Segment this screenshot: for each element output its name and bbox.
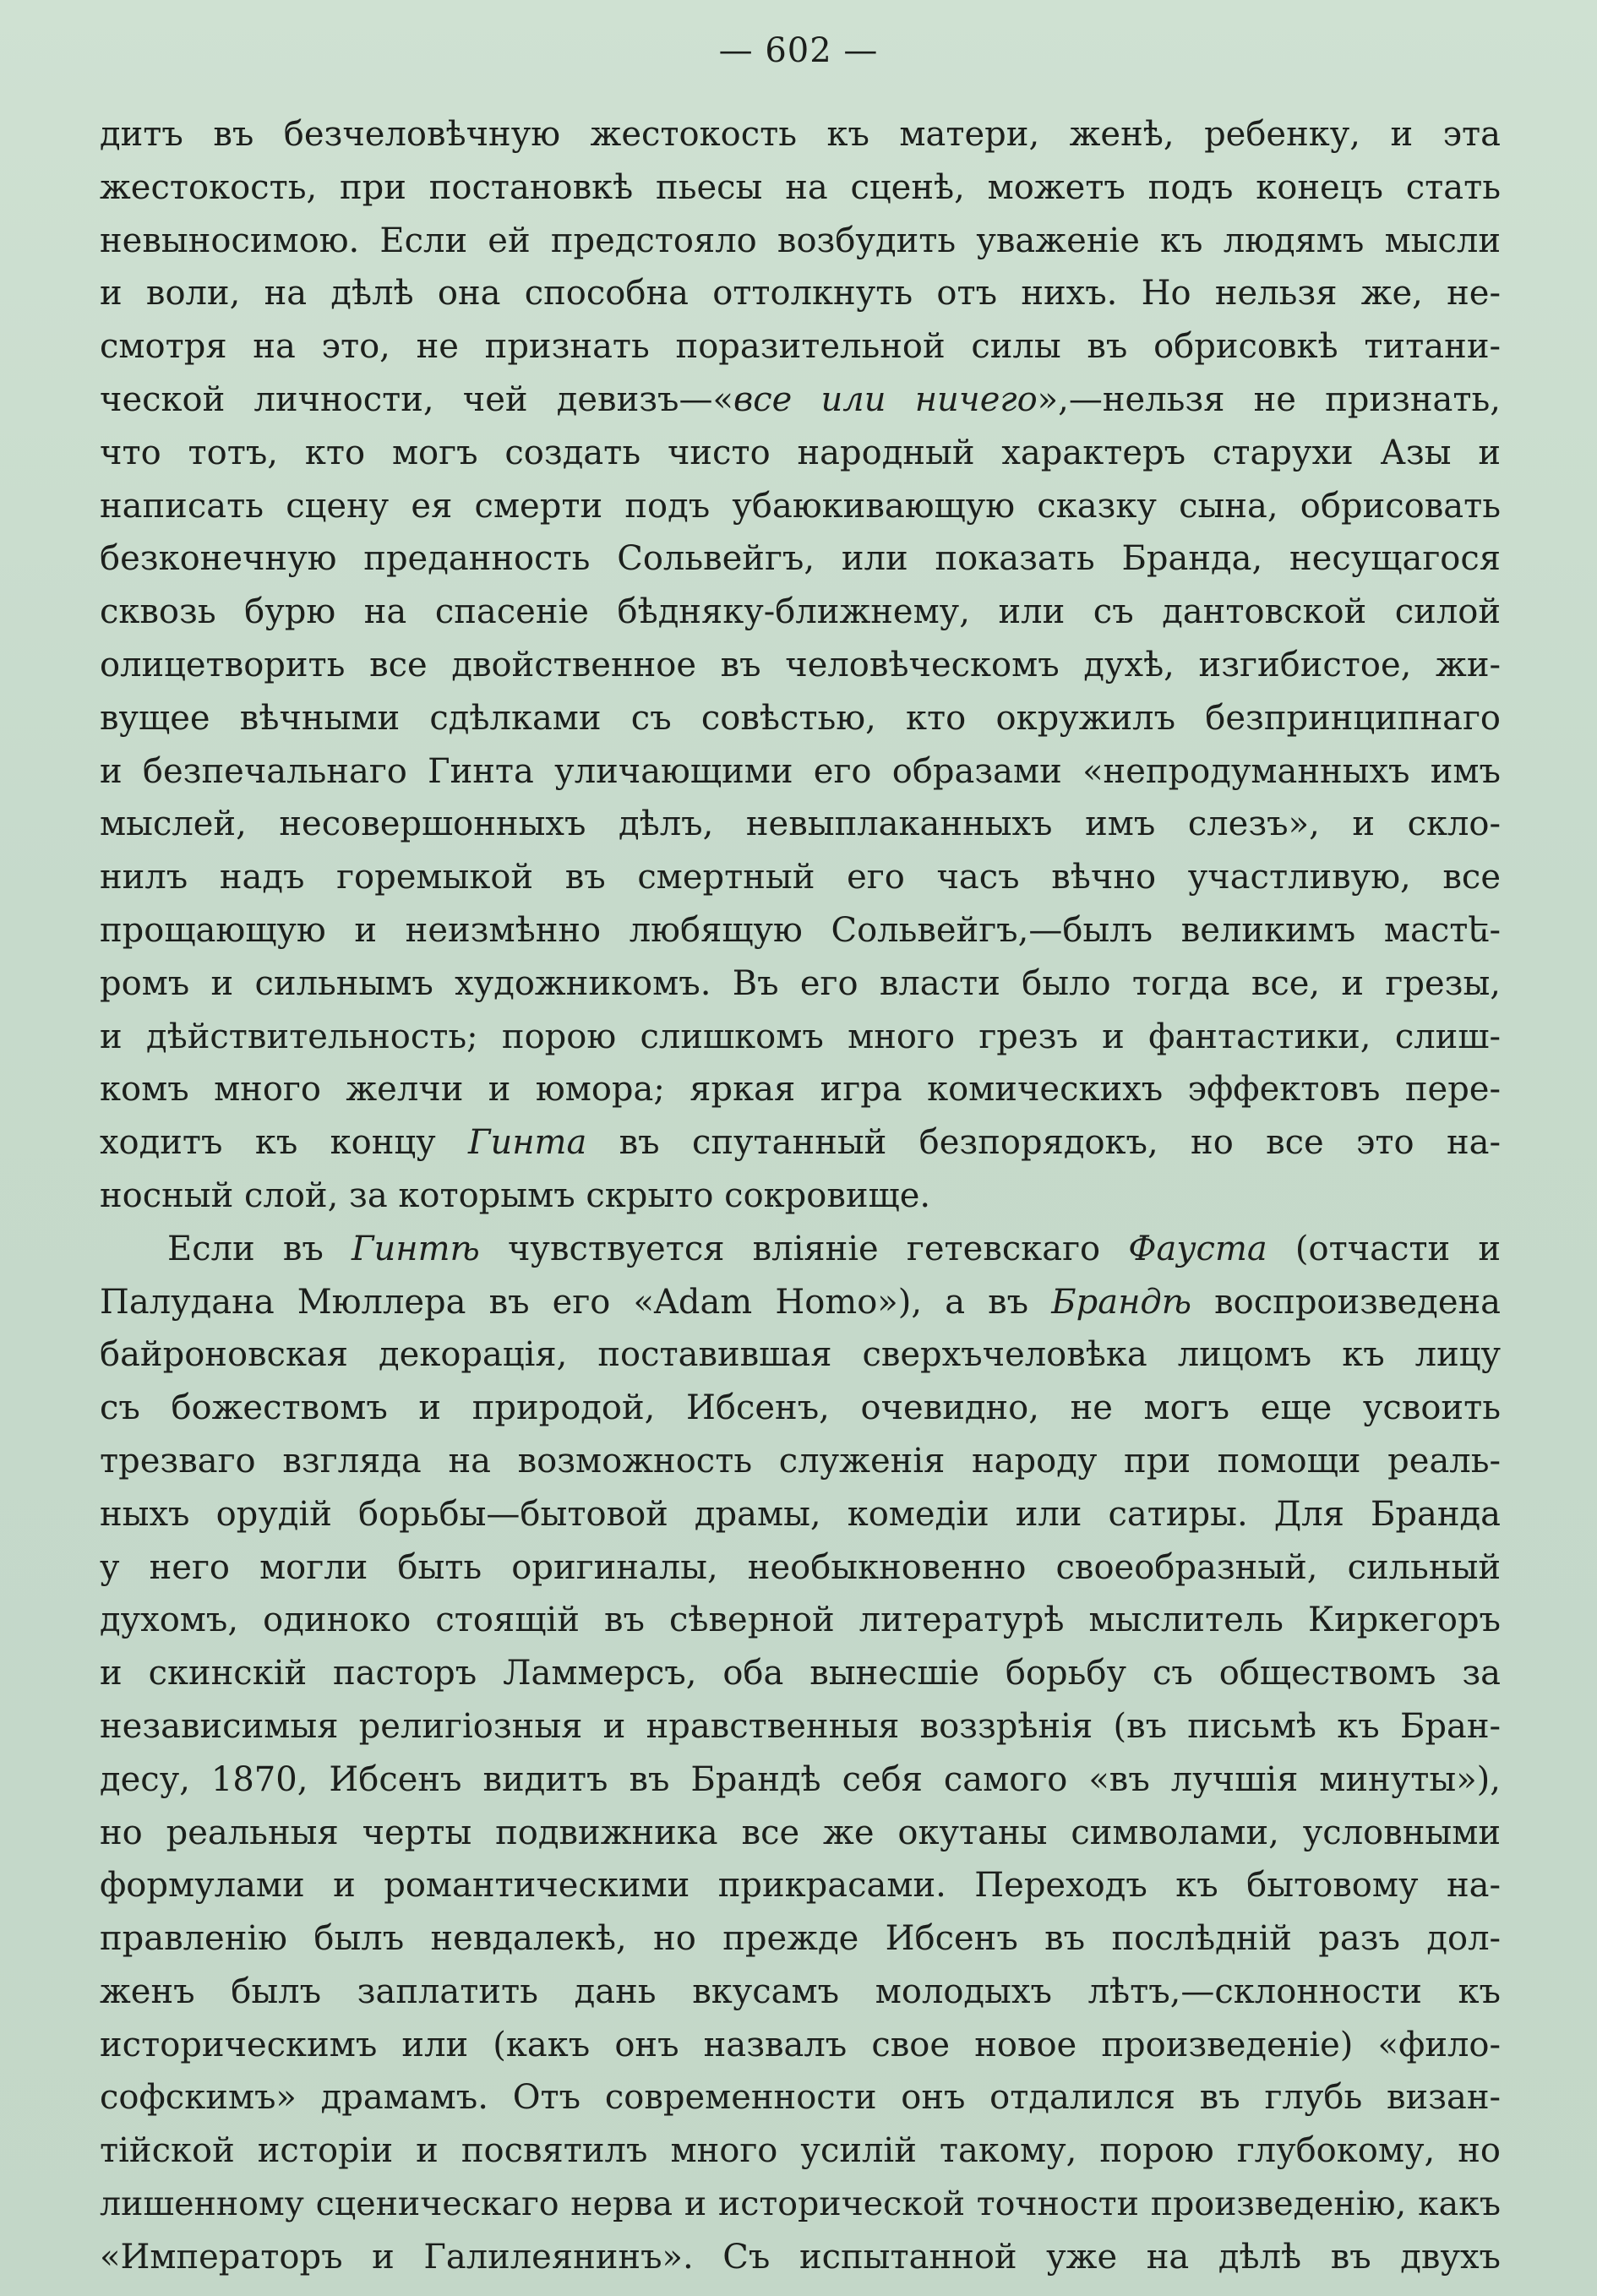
text-segment: комъ много желчи и юмора; яркая игра комическихъ эффектовъ пере-	[100, 1070, 1501, 1110]
text-segment: но реальныя черты подвижника все же окутаны символами, условными	[100, 1813, 1501, 1852]
text-segment: «Императоръ и Галилеянинъ». Съ испытанной уже на дѣлѣ въ двухъ	[100, 2237, 1501, 2277]
text-segment: тійской исторіи и посвятилъ много усилій такому, порою глубокому, но	[100, 2131, 1501, 2171]
text-segment: вущее вѣчными сдѣлками съ совѣстью, кто окружилъ безпринципнаго	[100, 698, 1501, 738]
text-line	[100, 2071, 1501, 2124]
text-segment: прощающую и неизмѣнно любящую Сольвейгъ,—былъ великимъ мастե-	[100, 910, 1501, 950]
text-segment: и дѣйствительность; порою слишкомъ много грезъ и фантастики, слиш-	[100, 1017, 1501, 1056]
body-text	[100, 108, 1501, 2284]
italic-title: Брандѣ	[1051, 1282, 1192, 1322]
text-line	[100, 1328, 1501, 1382]
italic-title: все или ничего	[733, 379, 1038, 419]
text-line	[100, 957, 1501, 1011]
text-line	[100, 1116, 1501, 1170]
text-segment: байроновская декорація, поставившая сверхъчеловѣка лицомъ къ лицу	[100, 1335, 1501, 1375]
text-line	[100, 215, 1501, 268]
text-segment: историческимъ или (какъ онъ назвалъ свое новое произведеніе) «фило-	[100, 2025, 1501, 2064]
text-segment: безконечную преданность Сольвейгъ, или показать Бранда, несущагося	[100, 539, 1501, 579]
text-line	[100, 1063, 1501, 1116]
text-line	[100, 745, 1501, 799]
text-segment: нилъ надъ горемыкой въ смертный его часъ вѣчно участливую, все	[100, 858, 1501, 897]
text-segment: жестокость, при постановкѣ пьесы на сценѣ, можетъ подъ конецъ стать	[100, 167, 1501, 207]
text-line	[100, 586, 1501, 639]
text-line	[100, 1912, 1501, 1966]
text-segment: десу, 1870, Ибсенъ видитъ въ Брандѣ себя самого «въ лучшія минуты»),	[100, 1759, 1501, 1799]
text-segment: Палудана Мюллера въ его «Adam Homo»), а въ	[100, 1282, 1052, 1322]
text-line	[100, 1594, 1501, 1647]
text-segment: ческой личности, чей девизъ—«	[100, 379, 733, 419]
text-segment: лишенному сценическаго нерва и исторической точности произведенію, какъ	[100, 2184, 1501, 2224]
text-segment: и воли, на дѣлѣ она способна оттолкнуть отъ нихъ. Но нельзя же, не-	[100, 274, 1501, 314]
text-segment: сквозь бурю на спасеніе бѣдняку-ближнему, или съ дантовской силой	[100, 592, 1501, 632]
italic-title: Фауста	[1128, 1229, 1267, 1268]
text-line	[100, 108, 1501, 161]
text-segment: и безпечальнаго Гинта уличающими его образами «непродуманныхъ имъ	[100, 751, 1501, 791]
text-line	[100, 1700, 1501, 1753]
text-line	[100, 161, 1501, 215]
text-segment: дитъ въ безчеловѣчную жестокость къ матери, женѣ, ребенку, и эта	[100, 115, 1501, 154]
text-line	[100, 2178, 1501, 2231]
text-segment: написать сцену ея смерти подъ убаюкивающую сказку сына, обрисовать	[100, 486, 1501, 526]
text-line	[100, 1435, 1501, 1488]
text-segment: »,—нельзя не признать,	[1037, 379, 1501, 419]
page-number: — 602 —	[718, 31, 879, 70]
text-segment: ромъ и сильнымъ художникомъ. Въ его власти было тогда все, и грезы,	[100, 963, 1501, 1003]
text-segment: и скинскій пасторъ Ламмерсъ, оба вынесшіе борьбу съ обществомъ за	[100, 1654, 1501, 1693]
text-line	[100, 1382, 1501, 1435]
text-line	[100, 427, 1501, 480]
text-segment: женъ былъ заплатить дань вкусамъ молодыхъ лѣтъ,—склонности къ	[100, 1972, 1501, 2011]
text-line	[100, 1859, 1501, 1912]
text-segment: мыслей, несовершонныхъ дѣлъ, невыплаканныхъ имъ слезъ», и скло-	[100, 804, 1501, 844]
text-line	[100, 692, 1501, 745]
text-line	[100, 320, 1501, 374]
text-segment: ныхъ орудій борьбы—бытовой драмы, комедіи или сатиры. Для Бранда	[100, 1494, 1501, 1534]
text-segment: съ божествомъ и природой, Ибсенъ, очевидно, не могъ еще усвоить	[100, 1388, 1501, 1428]
text-segment: смотря на это, не признать поразительной силы въ обрисовкѣ титани-	[100, 327, 1501, 367]
italic-title: Гинтѣ	[351, 1229, 480, 1268]
text-segment: независимыя религіозныя и нравственныя воззрѣнія (въ письмѣ къ Бран-	[100, 1706, 1501, 1746]
text-segment: въ спутанный безпорядокъ, но все это на-	[586, 1123, 1501, 1163]
text-line	[100, 2124, 1501, 2178]
text-segment: чувствуется вліяніе гетевскаго	[479, 1229, 1129, 1268]
text-line	[100, 267, 1501, 320]
text-line	[100, 532, 1501, 586]
text-line	[100, 1541, 1501, 1595]
text-segment: софскимъ» драмамъ. Отъ современности онъ отдалился въ глубь визан-	[100, 2078, 1501, 2118]
text-segment: ходитъ къ концу	[100, 1123, 468, 1163]
text-segment: (отчасти и	[1267, 1229, 1501, 1268]
text-segment: воспроизведена	[1191, 1282, 1501, 1322]
text-line	[100, 1170, 1501, 1223]
text-line	[100, 1807, 1501, 1860]
text-line	[100, 2019, 1501, 2072]
text-line	[100, 639, 1501, 692]
text-segment: что тотъ, кто могъ создать чисто народный характеръ старухи Азы и	[100, 433, 1501, 472]
text-line	[100, 1276, 1501, 1329]
text-line	[100, 2231, 1501, 2284]
text-segment: формулами и романтическими прикрасами. Переходъ къ бытовому на-	[100, 1866, 1501, 1906]
text-segment: невыносимою. Если ей предстояло возбудить уваженіе къ людямъ мысли	[100, 221, 1501, 260]
text-line	[100, 1966, 1501, 2019]
italic-title: Гинта	[467, 1123, 587, 1163]
text-line	[100, 1223, 1501, 1276]
text-segment: правленію былъ невдалекѣ, но прежде Ибсенъ въ послѣдній разъ дол-	[100, 1919, 1501, 1959]
text-line	[100, 480, 1501, 533]
text-line	[100, 851, 1501, 904]
text-line	[100, 1011, 1501, 1064]
text-segment: духомъ, одиноко стоящій въ сѣверной литературѣ мыслитель Киркегоръ	[100, 1601, 1501, 1640]
text-segment: у него могли быть оригиналы, необыкновенно своеобразный, сильный	[100, 1547, 1501, 1587]
text-line	[100, 904, 1501, 957]
text-segment: олицетворить все двойственное въ человѣческомъ духѣ, изгибистое, жи-	[100, 645, 1501, 684]
text-line	[100, 1647, 1501, 1700]
text-segment: носный слой, за которымъ скрыто сокровище.	[100, 1175, 931, 1215]
text-line	[100, 1753, 1501, 1807]
text-line	[100, 374, 1501, 427]
text-segment: трезваго взгляда на возможность служенія народу при помощи реаль-	[100, 1441, 1501, 1481]
text-segment: Если въ	[167, 1229, 352, 1268]
text-line	[100, 1488, 1501, 1541]
text-line	[100, 798, 1501, 851]
